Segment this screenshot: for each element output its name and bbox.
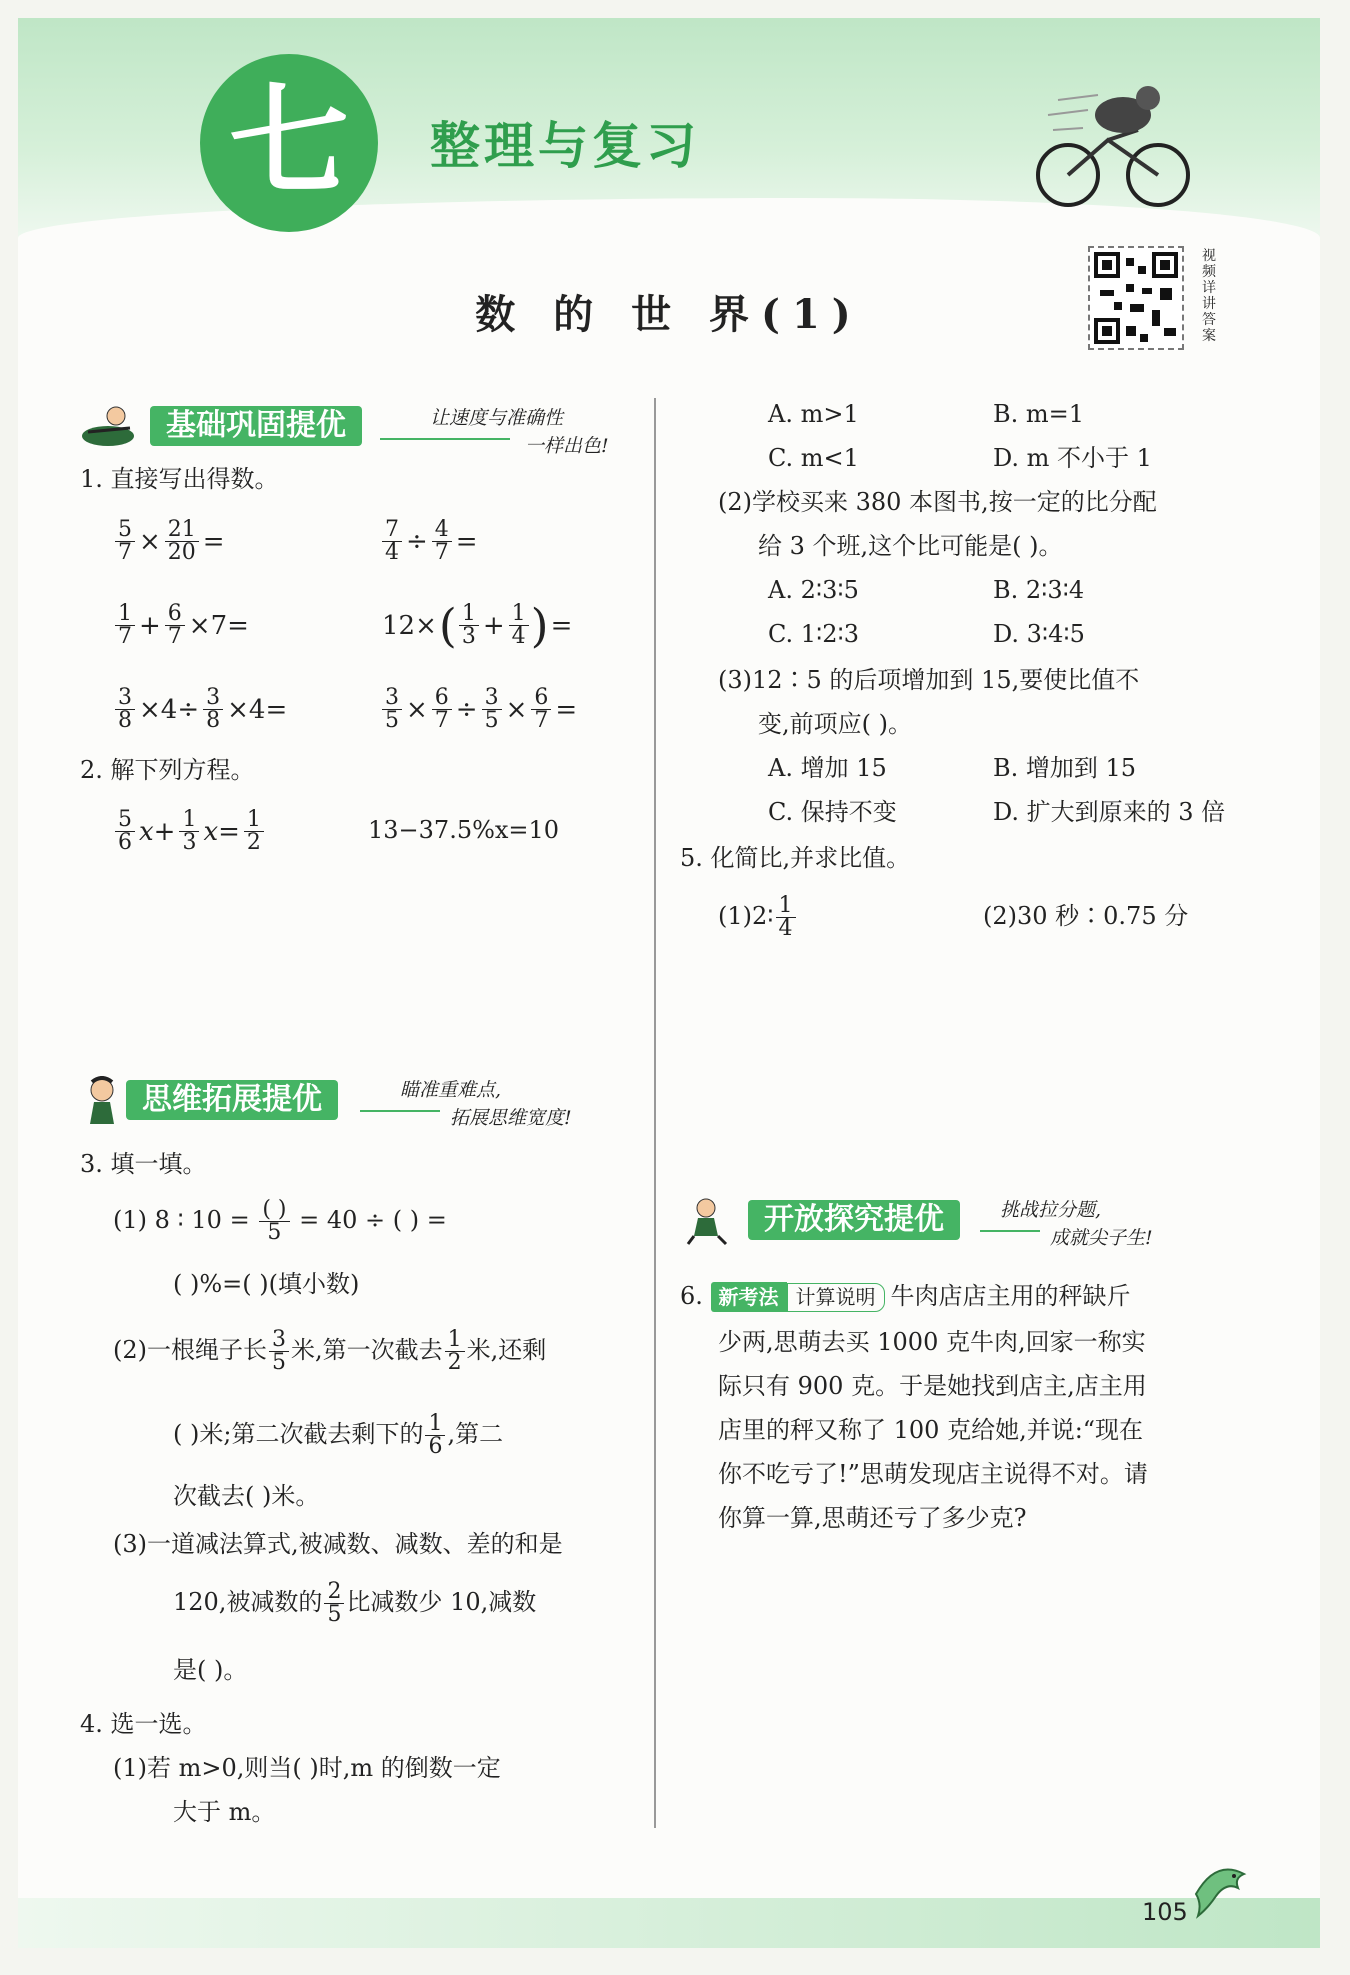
section-basic-slogan-1: 让速度与准确性 <box>430 407 564 429</box>
section-basic-slogan-2: 一样出色! <box>525 435 609 457</box>
q4-p2-option-c: C. 1∶2∶3 <box>768 620 860 648</box>
workbook-page <box>18 18 1320 1948</box>
slogan-underline <box>380 438 510 440</box>
qr-caption: 视频详讲答案 <box>1202 248 1216 344</box>
q1-expr-4: 12×( $\frac{1}{3}$ + $\frac{1}{4}$ )= <box>382 598 573 653</box>
q3-part-2: (2)一根绳子长 $\frac{3}{5}$ 米,第一次截去 $\frac{1}{2}$ 米,还剩 <box>113 1327 547 1375</box>
section-open-label: 开放探究提优 <box>748 1200 960 1240</box>
chapter-number-badge: 七 <box>200 54 378 232</box>
slogan-underline <box>360 1110 440 1112</box>
q4-p2-option-a: A. 2∶3∶5 <box>768 576 859 604</box>
section-open-slogan-2: 成就尖子生! <box>1050 1227 1153 1249</box>
q4-part-3-cont: 变,前项应( )。 <box>758 710 912 738</box>
slogan-underline <box>980 1230 1040 1232</box>
q5-part-2: (2)30 秒∶0.75 分 <box>983 902 1189 930</box>
fraction: $\frac{21}{20}$ <box>165 519 199 564</box>
q4-p2-option-d: D. 3∶4∶5 <box>993 620 1085 648</box>
q4-part-1-cont: 大于 m。 <box>173 1798 276 1826</box>
mascot-runner-icon <box>80 402 140 452</box>
q1-title: 1. 直接写出得数。 <box>80 465 279 493</box>
fraction: $\frac{1}{2}$ <box>445 1329 465 1374</box>
q4-part-2: (2)学校买来 380 本图书,按一定的比分配 <box>718 488 1157 516</box>
section-open-header <box>680 1196 1240 1249</box>
q5-title: 5. 化简比,并求比值。 <box>680 844 911 872</box>
q3-part-3: (3)一道减法算式,被减数、减数、差的和是 <box>113 1530 563 1558</box>
column-divider <box>654 398 656 1828</box>
q3-part-1: (1) 8 ∶ 10 = $\frac{( )}{5}$ = 40 ÷ ( ) = <box>113 1197 447 1245</box>
q3-part-1-cont: ( )%=( )(填小数) <box>173 1270 360 1298</box>
q1-expr-3: $\frac{1}{7}$ + $\frac{6}{7}$ ×7= <box>113 592 251 656</box>
page-number: 105 <box>1142 1898 1188 1926</box>
q4-p2-option-b: B. 2∶3∶4 <box>993 576 1085 604</box>
new-exam-badge: 新考法 <box>711 1282 787 1312</box>
q3-part-3-end: 是( )。 <box>173 1656 248 1684</box>
fraction: $\frac{3}{5}$ <box>382 687 402 732</box>
q5-part-1: (1)2∶ $\frac{1}{4}$ <box>718 884 798 948</box>
section-thinking-header <box>80 1076 640 1129</box>
q3-part-2-cont: ( )米;第二次截去剩下的 $\frac{1}{6}$ ,第二 <box>173 1411 504 1459</box>
calc-explain-badge: 计算说明 <box>787 1283 885 1312</box>
q4-part-3: (3)12∶5 的后项增加到 15,要使比值不 <box>718 666 1140 694</box>
section-thinking-slogan-2: 拓展思维宽度! <box>450 1107 572 1129</box>
q4-p3-option-b: B. 增加到 15 <box>993 754 1137 782</box>
section-thinking-label: 思维拓展提优 <box>126 1080 338 1120</box>
q2-title: 2. 解下列方程。 <box>80 756 255 784</box>
q6-number: 6. <box>680 1282 703 1310</box>
q6-first-line: 6. 新考法 计算说明 牛肉店店主用的秤缺斤 <box>680 1282 1131 1310</box>
q6-line: 少两,思萌去买 1000 克牛肉,回家一称实 <box>718 1328 1146 1356</box>
q4-p1-option-a: A. m>1 <box>768 400 859 428</box>
q4-p3-option-a: A. 增加 15 <box>768 754 887 782</box>
q6-line: 店里的秤又称了 100 克给她,并说:“现在 <box>718 1416 1144 1444</box>
fraction: $\frac{2}{5}$ <box>324 1581 344 1626</box>
q4-part-2-cont: 给 3 个班,这个比可能是( )。 <box>758 532 1063 560</box>
q4-p3-option-c: C. 保持不变 <box>768 798 897 826</box>
q4-title: 4. 选一选。 <box>80 1710 207 1738</box>
fraction: $\frac{5}{6}$ <box>115 809 135 854</box>
q4-p3-option-d: D. 扩大到原来的 3 倍 <box>993 798 1226 826</box>
fraction: $\frac{1}{3}$ <box>179 809 199 854</box>
q6-line: 你不吃亏了!”思萌发现店主说得不对。请 <box>718 1460 1148 1488</box>
fraction: $\frac{1}{7}$ <box>115 603 135 648</box>
section-basic-label: 基础巩固提优 <box>150 406 362 446</box>
q4-p1-option-c: C. m<1 <box>768 444 859 472</box>
section-basic-header <box>80 402 640 457</box>
lesson-title: 数 的 世 界(1) <box>475 291 863 338</box>
q3-part-2-end: 次截去( )米。 <box>173 1482 320 1510</box>
fraction: $\frac{5}{7}$ <box>115 519 135 564</box>
q2-equation-2: 13−37.5%x=10 <box>368 816 560 844</box>
q1-expr-5: $\frac{3}{8}$ ×4÷ $\frac{3}{8}$ ×4= <box>113 676 289 740</box>
fraction: $\frac{1}{6}$ <box>425 1413 445 1458</box>
q1-expr-2: $\frac{7}{4}$ ÷ $\frac{4}{7}$ = <box>380 508 480 572</box>
fraction: $\frac{3}{8}$ <box>203 687 223 732</box>
qr-code-icon[interactable] <box>1088 246 1184 350</box>
q4-part-1: (1)若 m>0,则当( )时,m 的倒数一定 <box>113 1754 501 1782</box>
fraction: $\frac{1}{2}$ <box>244 809 264 854</box>
fraction: $\frac{7}{4}$ <box>382 519 402 564</box>
q4-p1-option-b: B. m=1 <box>993 400 1085 428</box>
q2-equation-1: $\frac{5}{6}$ x+ $\frac{1}{3}$ x= $\frac{1}{2}$ <box>113 798 266 862</box>
q6-line: 际只有 900 克。于是她找到店主,店主用 <box>718 1372 1147 1400</box>
section-thinking-slogan-1: 瞄准重难点, <box>400 1079 502 1101</box>
footer-band <box>18 1898 1320 1948</box>
dolphin-icon <box>1186 1854 1256 1924</box>
q1-expr-6: $\frac{3}{5}$ × $\frac{6}{7}$ ÷ $\frac{3}{5}$ × $\frac{6}{7}$ = <box>380 676 579 740</box>
q3-part-3-cont: 120,被减数的 $\frac{2}{5}$ 比减数少 10,减数 <box>173 1579 537 1627</box>
fraction: $\frac{1}{4}$ <box>776 895 796 940</box>
cyclist-illustration-icon <box>1028 70 1208 210</box>
mascot-runner-icon <box>680 1196 740 1246</box>
fraction: $\frac{4}{7}$ <box>432 519 452 564</box>
chapter-title: 整理与复习 <box>430 117 700 175</box>
fraction: $\frac{1}{3}$ <box>459 603 479 648</box>
fraction: $\frac{3}{5}$ <box>482 687 502 732</box>
fraction: $\frac{( )}{5}$ <box>259 1199 289 1244</box>
fraction: $\frac{3}{8}$ <box>115 687 135 732</box>
q6-line: 你算一算,思萌还亏了多少克? <box>718 1504 1027 1532</box>
q1-expr-1: $\frac{5}{7}$ × $\frac{21}{20}$ = <box>113 508 227 572</box>
section-open-slogan-1: 挑战拉分题, <box>1000 1199 1102 1221</box>
q4-p1-option-d: D. m 不小于 1 <box>993 444 1152 472</box>
fraction: $\frac{6}{7}$ <box>531 687 551 732</box>
fraction: $\frac{6}{7}$ <box>432 687 452 732</box>
q3-title: 3. 填一填。 <box>80 1150 207 1178</box>
fraction: $\frac{1}{4}$ <box>509 603 529 648</box>
fraction: $\frac{6}{7}$ <box>165 603 185 648</box>
fraction: $\frac{3}{5}$ <box>269 1329 289 1374</box>
